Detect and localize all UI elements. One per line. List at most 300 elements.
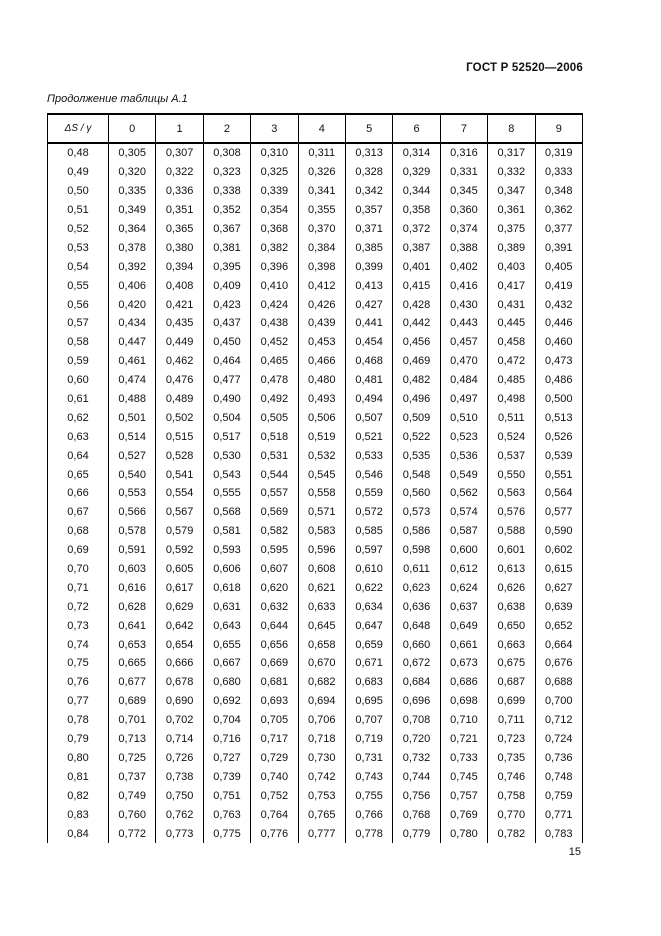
value-cell: 0,371	[345, 220, 392, 239]
value-cell: 0,711	[488, 711, 535, 730]
value-cell: 0,581	[203, 522, 250, 541]
value-cell: 0,743	[345, 767, 392, 786]
value-cell: 0,313	[345, 143, 392, 163]
value-cell: 0,543	[203, 465, 250, 484]
table-row	[48, 522, 583, 541]
value-cell: 0,596	[298, 541, 345, 560]
value-cell: 0,590	[535, 522, 582, 541]
value-cell: 0,723	[488, 730, 535, 749]
value-cell: 0,688	[535, 673, 582, 692]
value-cell: 0,737	[109, 767, 156, 786]
value-cell: 0,782	[488, 824, 535, 843]
value-cell: 0,530	[203, 446, 250, 465]
value-cell: 0,367	[203, 220, 250, 239]
value-cell: 0,623	[393, 578, 440, 597]
value-cell: 0,335	[109, 182, 156, 201]
value-cell: 0,402	[440, 257, 487, 276]
value-cell: 0,323	[203, 163, 250, 182]
value-cell: 0,505	[251, 408, 298, 427]
value-cell: 0,472	[488, 352, 535, 371]
row-label-cell: 0,58	[67, 336, 89, 349]
row-label-cell: 0,81	[67, 770, 89, 783]
value-cell: 0,578	[109, 522, 156, 541]
row-label-cell: 0,61	[67, 393, 89, 406]
value-cell: 0,352	[203, 201, 250, 220]
value-cell: 0,370	[298, 220, 345, 239]
value-cell: 0,447	[109, 333, 156, 352]
value-cell: 0,644	[251, 616, 298, 635]
value-cell: 0,396	[251, 257, 298, 276]
row-label-cell: 0,83	[67, 808, 89, 821]
value-cell: 0,550	[488, 465, 535, 484]
value-cell: 0,775	[203, 824, 250, 843]
value-cell: 0,712	[535, 711, 582, 730]
value-cell: 0,482	[393, 371, 440, 390]
value-cell: 0,380	[156, 238, 203, 257]
table-row	[48, 446, 583, 465]
value-cell: 0,586	[393, 522, 440, 541]
value-cell: 0,647	[345, 616, 392, 635]
value-cell: 0,406	[109, 276, 156, 295]
value-cell: 0,443	[440, 314, 487, 333]
column-header: 6	[393, 114, 440, 143]
value-cell: 0,618	[203, 578, 250, 597]
value-cell: 0,412	[298, 276, 345, 295]
value-cell: 0,672	[393, 654, 440, 673]
value-cell: 0,388	[440, 238, 487, 257]
value-cell: 0,470	[440, 352, 487, 371]
value-cell: 0,331	[440, 163, 487, 182]
value-cell: 0,509	[393, 408, 440, 427]
value-cell: 0,769	[440, 805, 487, 824]
value-cell: 0,572	[345, 503, 392, 522]
value-cell: 0,477	[203, 371, 250, 390]
value-cell: 0,740	[251, 767, 298, 786]
value-cell: 0,730	[298, 749, 345, 768]
row-label-cell: 0,68	[67, 525, 89, 538]
value-cell: 0,694	[298, 692, 345, 711]
value-cell: 0,611	[393, 560, 440, 579]
value-cell: 0,357	[345, 201, 392, 220]
table-row	[48, 201, 583, 220]
value-cell: 0,571	[298, 503, 345, 522]
value-cell: 0,528	[156, 446, 203, 465]
value-cell: 0,780	[440, 824, 487, 843]
value-cell: 0,488	[109, 390, 156, 409]
value-cell: 0,698	[440, 692, 487, 711]
row-label-cell: 0,74	[67, 638, 89, 651]
value-cell: 0,631	[203, 597, 250, 616]
value-cell: 0,428	[393, 295, 440, 314]
value-cell: 0,729	[251, 749, 298, 768]
value-cell: 0,485	[488, 371, 535, 390]
value-cell: 0,462	[156, 352, 203, 371]
value-cell: 0,636	[393, 597, 440, 616]
row-label-cell: 0,75	[67, 657, 89, 670]
value-cell: 0,764	[251, 805, 298, 824]
value-cell: 0,389	[488, 238, 535, 257]
row-label-cell: 0,57	[67, 317, 89, 330]
value-cell: 0,456	[393, 333, 440, 352]
value-cell: 0,634	[345, 597, 392, 616]
value-cell: 0,413	[345, 276, 392, 295]
value-cell: 0,424	[251, 295, 298, 314]
value-cell: 0,783	[535, 824, 582, 843]
value-cell: 0,484	[440, 371, 487, 390]
row-label-cell: 0,60	[67, 374, 89, 387]
value-cell: 0,678	[156, 673, 203, 692]
value-cell: 0,364	[109, 220, 156, 239]
value-cell: 0,307	[156, 143, 203, 163]
value-cell: 0,738	[156, 767, 203, 786]
value-cell: 0,326	[298, 163, 345, 182]
column-header: 7	[440, 114, 487, 143]
value-cell: 0,452	[251, 333, 298, 352]
value-cell: 0,540	[109, 465, 156, 484]
value-cell: 0,658	[298, 635, 345, 654]
table-row	[48, 314, 583, 333]
value-cell: 0,423	[203, 295, 250, 314]
value-cell: 0,464	[203, 352, 250, 371]
value-cell: 0,702	[156, 711, 203, 730]
value-cell: 0,750	[156, 786, 203, 805]
table-row	[48, 295, 583, 314]
value-cell: 0,758	[488, 786, 535, 805]
value-cell: 0,360	[440, 201, 487, 220]
value-cell: 0,721	[440, 730, 487, 749]
value-cell: 0,460	[535, 333, 582, 352]
table-row	[48, 182, 583, 201]
value-cell: 0,537	[488, 446, 535, 465]
value-cell: 0,700	[535, 692, 582, 711]
value-cell: 0,628	[109, 597, 156, 616]
value-cell: 0,593	[203, 541, 250, 560]
value-cell: 0,656	[251, 635, 298, 654]
value-cell: 0,736	[535, 749, 582, 768]
value-cell: 0,616	[109, 578, 156, 597]
value-cell: 0,601	[488, 541, 535, 560]
value-cell: 0,314	[393, 143, 440, 163]
value-cell: 0,562	[440, 484, 487, 503]
row-label-cell: 0,67	[67, 506, 89, 519]
row-label-cell: 0,54	[67, 260, 89, 273]
value-cell: 0,687	[488, 673, 535, 692]
value-cell: 0,417	[488, 276, 535, 295]
value-cell: 0,683	[345, 673, 392, 692]
value-cell: 0,602	[535, 541, 582, 560]
value-cell: 0,536	[440, 446, 487, 465]
value-cell: 0,778	[345, 824, 392, 843]
value-cell: 0,522	[393, 427, 440, 446]
table-row	[48, 408, 583, 427]
value-cell: 0,673	[440, 654, 487, 673]
value-cell: 0,768	[393, 805, 440, 824]
value-cell: 0,348	[535, 182, 582, 201]
value-cell: 0,645	[298, 616, 345, 635]
value-cell: 0,427	[345, 295, 392, 314]
row-label-cell: 0,65	[67, 468, 89, 481]
document-standard-number: ГОСТ Р 52520—2006	[466, 62, 583, 74]
column-header: 2	[203, 114, 250, 143]
value-cell: 0,517	[203, 427, 250, 446]
value-cell: 0,486	[535, 371, 582, 390]
value-cell: 0,546	[345, 465, 392, 484]
value-cell: 0,603	[109, 560, 156, 579]
value-cell: 0,490	[203, 390, 250, 409]
value-cell: 0,410	[251, 276, 298, 295]
value-cell: 0,469	[393, 352, 440, 371]
value-cell: 0,648	[393, 616, 440, 635]
row-label-cell: 0,53	[67, 241, 89, 254]
value-cell: 0,405	[535, 257, 582, 276]
value-cell: 0,549	[440, 465, 487, 484]
value-cell: 0,377	[535, 220, 582, 239]
value-cell: 0,749	[109, 786, 156, 805]
value-cell: 0,504	[203, 408, 250, 427]
value-cell: 0,535	[393, 446, 440, 465]
value-cell: 0,680	[203, 673, 250, 692]
value-cell: 0,765	[298, 805, 345, 824]
row-label-cell: 0,70	[67, 563, 89, 576]
value-cell: 0,633	[298, 597, 345, 616]
table-row	[48, 143, 583, 163]
value-cell: 0,746	[488, 767, 535, 786]
row-label-cell: 0,56	[67, 298, 89, 311]
value-cell: 0,632	[251, 597, 298, 616]
value-cell: 0,421	[156, 295, 203, 314]
value-cell: 0,613	[488, 560, 535, 579]
row-label-cell: 0,51	[67, 204, 89, 217]
value-cell: 0,441	[345, 314, 392, 333]
value-cell: 0,718	[298, 730, 345, 749]
value-cell: 0,670	[298, 654, 345, 673]
value-cell: 0,345	[440, 182, 487, 201]
value-cell: 0,553	[109, 484, 156, 503]
value-cell: 0,317	[488, 143, 535, 163]
value-cell: 0,727	[203, 749, 250, 768]
value-cell: 0,655	[203, 635, 250, 654]
value-cell: 0,305	[109, 143, 156, 163]
value-cell: 0,322	[156, 163, 203, 182]
table-row	[48, 465, 583, 484]
value-cell: 0,577	[535, 503, 582, 522]
table-row	[48, 163, 583, 182]
column-header: 5	[345, 114, 392, 143]
value-cell: 0,696	[393, 692, 440, 711]
value-cell: 0,375	[488, 220, 535, 239]
value-cell: 0,744	[393, 767, 440, 786]
column-header: 1	[156, 114, 203, 143]
value-cell: 0,399	[345, 257, 392, 276]
value-cell: 0,446	[535, 314, 582, 333]
value-table	[47, 113, 583, 843]
value-cell: 0,579	[156, 522, 203, 541]
table-row	[48, 597, 583, 616]
row-label-cell: 0,72	[67, 600, 89, 613]
value-cell: 0,587	[440, 522, 487, 541]
value-cell: 0,476	[156, 371, 203, 390]
table-row	[48, 635, 583, 654]
value-cell: 0,745	[440, 767, 487, 786]
value-cell: 0,652	[535, 616, 582, 635]
value-cell: 0,385	[345, 238, 392, 257]
value-cell: 0,497	[440, 390, 487, 409]
value-cell: 0,766	[345, 805, 392, 824]
column-header: 3	[251, 114, 298, 143]
value-cell: 0,690	[156, 692, 203, 711]
value-cell: 0,329	[393, 163, 440, 182]
value-cell: 0,533	[345, 446, 392, 465]
value-cell: 0,468	[345, 352, 392, 371]
value-cell: 0,605	[156, 560, 203, 579]
value-cell: 0,608	[298, 560, 345, 579]
value-cell: 0,362	[535, 201, 582, 220]
value-cell: 0,607	[251, 560, 298, 579]
table-header-row	[48, 114, 583, 143]
value-cell: 0,368	[251, 220, 298, 239]
value-cell: 0,591	[109, 541, 156, 560]
value-cell: 0,660	[393, 635, 440, 654]
value-cell: 0,518	[251, 427, 298, 446]
value-cell: 0,496	[393, 390, 440, 409]
value-cell: 0,430	[440, 295, 487, 314]
value-cell: 0,641	[109, 616, 156, 635]
value-cell: 0,384	[298, 238, 345, 257]
value-cell: 0,310	[251, 143, 298, 163]
value-cell: 0,409	[203, 276, 250, 295]
table-row	[48, 484, 583, 503]
value-cell: 0,445	[488, 314, 535, 333]
value-cell: 0,748	[535, 767, 582, 786]
value-cell: 0,710	[440, 711, 487, 730]
value-cell: 0,665	[109, 654, 156, 673]
value-cell: 0,757	[440, 786, 487, 805]
value-cell: 0,434	[109, 314, 156, 333]
value-cell: 0,461	[109, 352, 156, 371]
value-cell: 0,617	[156, 578, 203, 597]
value-cell: 0,701	[109, 711, 156, 730]
table-row	[48, 390, 583, 409]
value-cell: 0,500	[535, 390, 582, 409]
value-cell: 0,519	[298, 427, 345, 446]
value-cell: 0,319	[535, 143, 582, 163]
value-cell: 0,622	[345, 578, 392, 597]
value-cell: 0,671	[345, 654, 392, 673]
value-cell: 0,568	[203, 503, 250, 522]
table-row	[48, 220, 583, 239]
table-head	[48, 114, 583, 143]
value-cell: 0,381	[203, 238, 250, 257]
value-cell: 0,355	[298, 201, 345, 220]
value-cell: 0,478	[251, 371, 298, 390]
value-cell: 0,507	[345, 408, 392, 427]
value-cell: 0,457	[440, 333, 487, 352]
value-cell: 0,510	[440, 408, 487, 427]
table-row	[48, 257, 583, 276]
value-cell: 0,733	[440, 749, 487, 768]
value-cell: 0,394	[156, 257, 203, 276]
value-cell: 0,481	[345, 371, 392, 390]
value-cell: 0,545	[298, 465, 345, 484]
value-cell: 0,349	[109, 201, 156, 220]
row-label-cell: 0,84	[67, 827, 89, 840]
value-cell: 0,597	[345, 541, 392, 560]
value-cell: 0,453	[298, 333, 345, 352]
value-cell: 0,583	[298, 522, 345, 541]
value-cell: 0,551	[535, 465, 582, 484]
value-cell: 0,539	[535, 446, 582, 465]
value-cell: 0,408	[156, 276, 203, 295]
value-cell: 0,664	[535, 635, 582, 654]
value-cell: 0,401	[393, 257, 440, 276]
value-cell: 0,772	[109, 824, 156, 843]
value-cell: 0,554	[156, 484, 203, 503]
row-label-cell: 0,78	[67, 714, 89, 727]
value-cell: 0,659	[345, 635, 392, 654]
table-row	[48, 276, 583, 295]
row-label-cell: 0,76	[67, 676, 89, 689]
table-row	[48, 692, 583, 711]
column-header: 0	[109, 114, 156, 143]
page-number: 15	[568, 846, 581, 858]
row-label-cell: 0,73	[67, 619, 89, 632]
value-cell: 0,643	[203, 616, 250, 635]
value-cell: 0,566	[109, 503, 156, 522]
value-cell: 0,695	[345, 692, 392, 711]
value-cell: 0,582	[251, 522, 298, 541]
value-cell: 0,598	[393, 541, 440, 560]
table-row	[48, 730, 583, 749]
value-cell: 0,704	[203, 711, 250, 730]
value-cell: 0,523	[440, 427, 487, 446]
value-cell: 0,637	[440, 597, 487, 616]
row-label-cell: 0,62	[67, 411, 89, 424]
value-cell: 0,387	[393, 238, 440, 257]
column-header: 9	[535, 114, 582, 143]
value-cell: 0,719	[345, 730, 392, 749]
value-cell: 0,336	[156, 182, 203, 201]
value-cell: 0,771	[535, 805, 582, 824]
value-cell: 0,624	[440, 578, 487, 597]
value-cell: 0,595	[251, 541, 298, 560]
value-cell: 0,454	[345, 333, 392, 352]
row-label-cell: 0,77	[67, 695, 89, 708]
row-label-cell: 0,50	[67, 185, 89, 198]
value-cell: 0,361	[488, 201, 535, 220]
table-row	[48, 333, 583, 352]
value-cell: 0,492	[251, 390, 298, 409]
value-cell: 0,726	[156, 749, 203, 768]
value-cell: 0,661	[440, 635, 487, 654]
table-row	[48, 238, 583, 257]
value-cell: 0,708	[393, 711, 440, 730]
value-cell: 0,365	[156, 220, 203, 239]
value-cell: 0,763	[203, 805, 250, 824]
row-label-cell: 0,80	[67, 751, 89, 764]
value-cell: 0,524	[488, 427, 535, 446]
value-cell: 0,714	[156, 730, 203, 749]
row-label-cell: 0,49	[67, 166, 89, 179]
value-cell: 0,689	[109, 692, 156, 711]
value-cell: 0,684	[393, 673, 440, 692]
value-cell: 0,752	[251, 786, 298, 805]
value-cell: 0,502	[156, 408, 203, 427]
value-cell: 0,692	[203, 692, 250, 711]
table-row	[48, 805, 583, 824]
table-row	[48, 371, 583, 390]
value-cell: 0,403	[488, 257, 535, 276]
value-cell: 0,755	[345, 786, 392, 805]
